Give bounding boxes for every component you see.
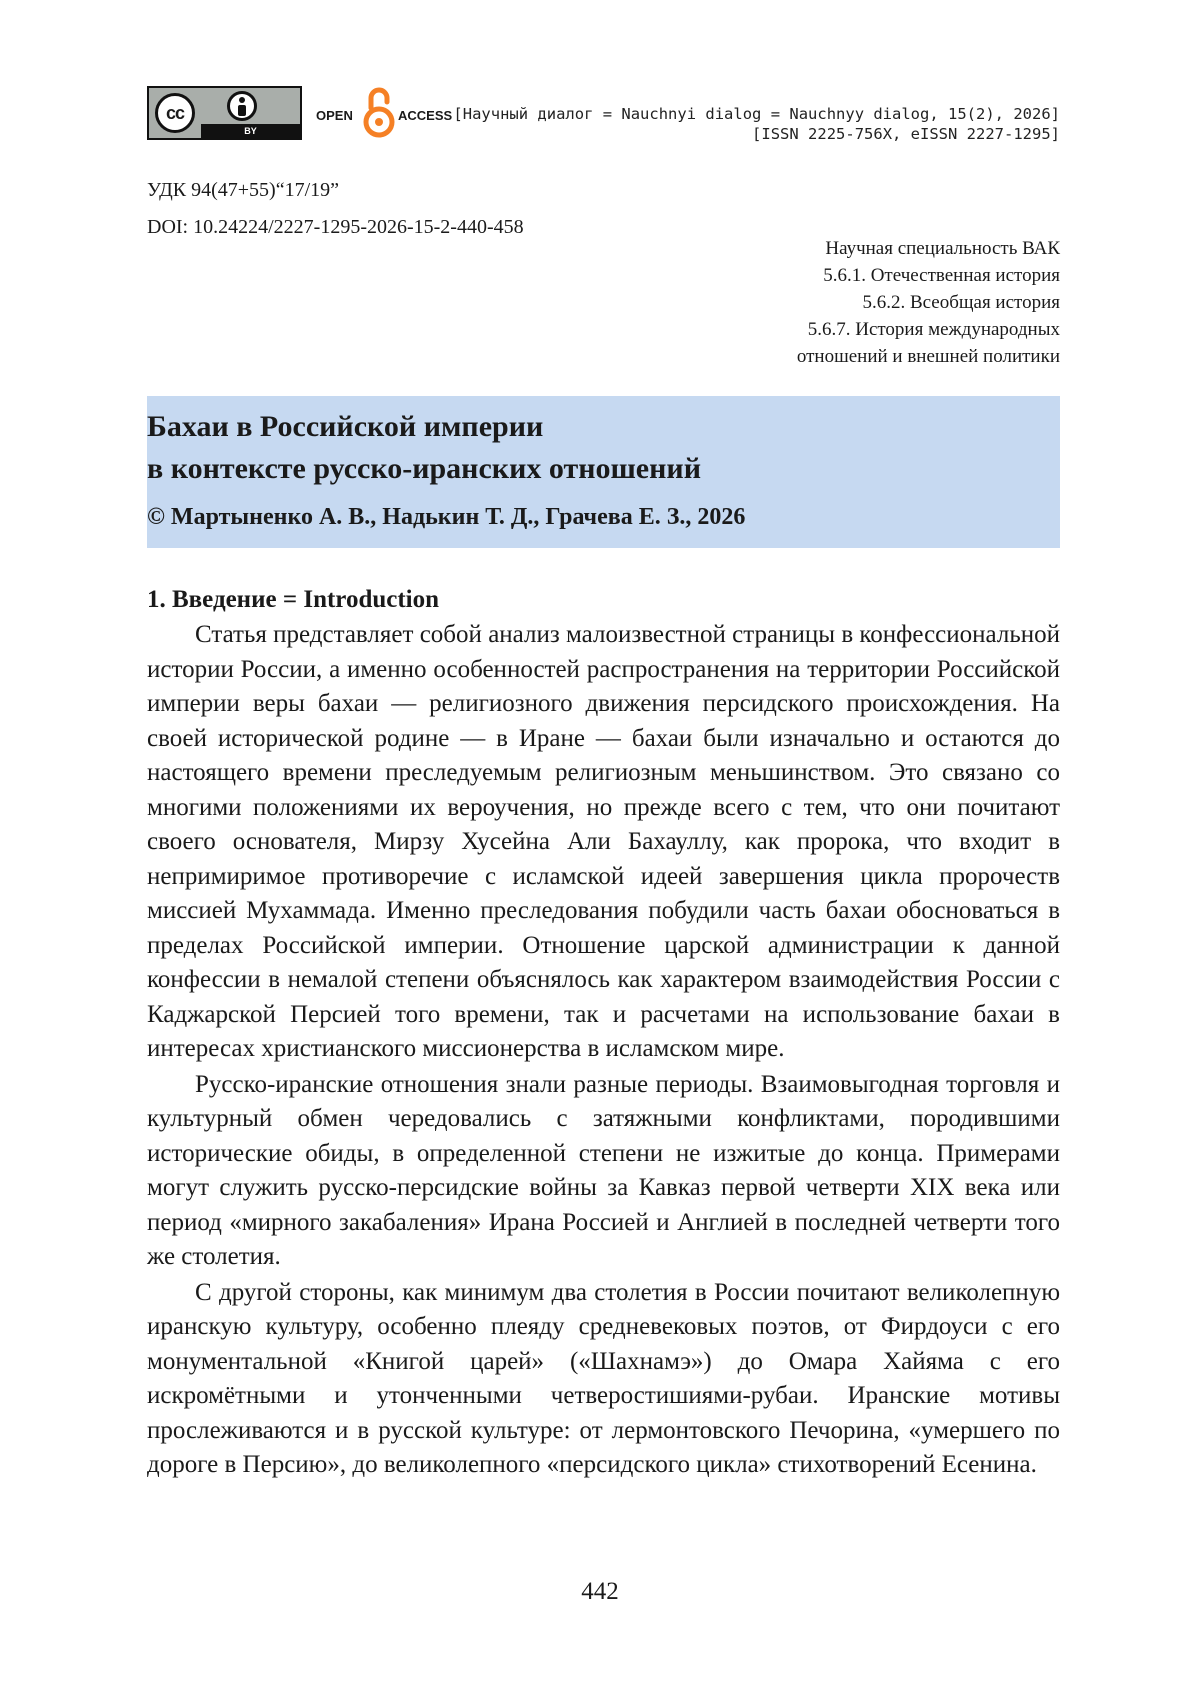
speciality-line: 5.6.2. Всеобщая история [862,292,1060,313]
attribution-person-icon [227,91,257,121]
section-heading: 1. Введение = Introduction [147,586,440,613]
body-paragraph: Русско-иранские отношения знали разные периоды. Взаимовыгодная торговля и культурный обмен чередовались с затяжными конфликтами, породившими исторические обиды, в определенной степени не изжитые до конца. Примерами могут служить русско-персидские войны за Кавказ первой четверти XIX века или период «мирного закабаления» Ирана Россией и Англией в последней четверти того же столетия. [147,1070,1060,1270]
cc-symbol-text: cc [165,102,185,123]
article-authors: © Мартыненко А. В., Надькин Т. Д., Грачева Е. З., 2026 [147,504,746,530]
journal-reference [453,104,1060,144]
open-access-access-text: ACCESS [398,108,453,123]
article-body [147,618,1060,1483]
speciality-line: 5.6.7. История международных [807,319,1060,340]
vak-speciality [797,235,1060,370]
by-label: BY [201,124,300,138]
open-access-open-text: OPEN [316,108,353,123]
article-title-line-2: в контексте русско-иранских отношений [147,452,701,485]
article-title-block [147,396,1060,548]
journal-citation-line: [Научный диалог = Nauchnyi dialog = Nauchnyy dialog, 15(2), 2026] [453,105,1060,123]
speciality-line: отношений и внешней политики [796,346,1060,367]
article-meta [147,172,524,246]
doi-line[interactable]: DOI: 10.24224/2227-1295-2026-15-2-440-458 [147,216,524,238]
creative-commons-icon [155,93,195,133]
body-paragraph: Статья представляет собой анализ малоизвестной страницы в конфессиональной истории России, а именно особенностей распространения на территории Российской империи веры бахаи — религиозного движения персидского происхождения. На своей исторической родине — в Иране — бахаи были изначально и остаются до настоящего времени преследуемым религиозным меньшинством. Это связано со многими положениями их вероучения, но прежде всего с тем, что они почитают своего основателя, Мирзу Хусейна Али Бахауллу, как пророка, что входит в непримиримое противоречие с исламской идеей завершения цикла пророчеств миссией Мухаммада. Именно преследования побудили часть бахаи обосноваться в пределах Российской империи. Отношение царской администрации к данной конфессии в немалой степени объяснялось как характером взаимодействия России с Каджарской Персией того времени, так и расчетами на использование бахаи в интересах христианского миссионерства в исламском мире. [147,621,1060,1062]
body-paragraph: С другой стороны, как минимум два столетия в России почитают великолепную иранскую культуру, особенно плеяду средневековых поэтов, от Фирдоуси с его монументальной «Книгой царей» («Шахнамэ») до Омара Хайяма с его искромётными и утонченными четверостишиями-рубаи. Иранские мотивы прослеживаются и в русской культуре: от лермонтовского Печорина, «умершего по дороге в Персию», до великолепного «персидского цикла» стихотворений Есенина. [147,1278,1060,1478]
speciality-line: 5.6.1. Отечественная история [823,265,1060,286]
article-title-line-1: Бахаи в Российской империи [147,410,544,443]
cc-by-license-badge[interactable] [147,86,302,140]
page-number: 442 [581,1578,619,1605]
udk-code: УДК 94(47+55)“17/19” [147,179,340,201]
speciality-line: Научная специальность ВАК [825,238,1060,259]
open-access-logo [316,86,456,140]
journal-issn-line: [ISSN 2225-756X, eISSN 2227-1295] [752,125,1060,143]
open-lock-icon [362,86,396,140]
